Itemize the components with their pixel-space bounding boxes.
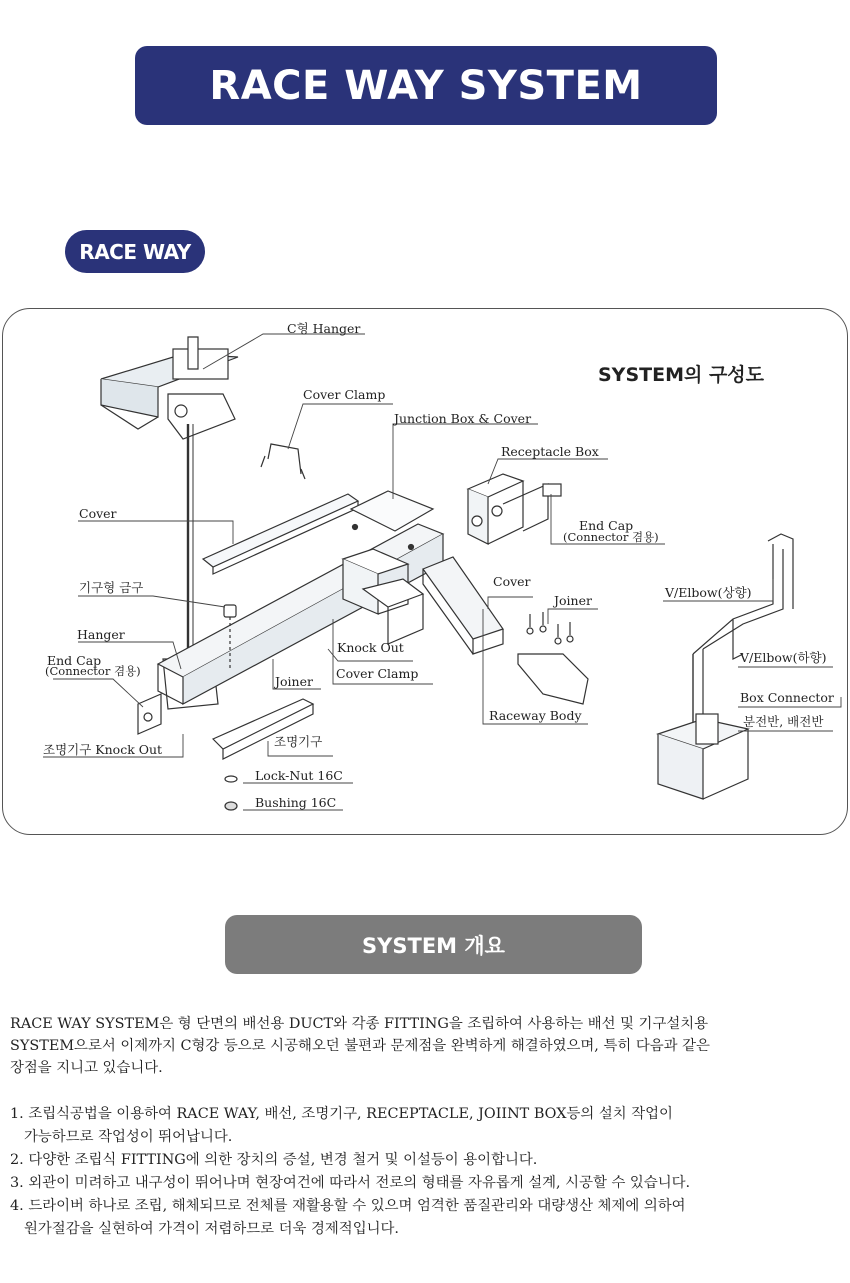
label-bushing: Bushing 16C: [255, 795, 337, 810]
overview-title: SYSTEM 개요: [362, 933, 505, 958]
list-item-text: 드라이버 하나로 조립, 해체되므로 전체를 재활용할 수 있으며 엄격한 품질관리와 대량생산 체제에 의하여: [28, 1198, 686, 1214]
label-cover-clamp-top: Cover Clamp: [303, 387, 386, 402]
raceway-section-label: RACE WAY: [79, 239, 191, 264]
label-fixture-fitting: 기구형 금구: [79, 580, 144, 595]
label-light-knock-out: 조명기구 Knock Out: [43, 742, 163, 757]
label-hanger: Hanger: [77, 627, 125, 642]
label-end-cap-right-2: (Connector 겸용): [563, 530, 659, 544]
diagram-heading: SYSTEM의 구성도: [598, 364, 765, 386]
label-c-hanger: C형 Hanger: [287, 321, 361, 336]
label-v-elbow-up: V/Elbow(상향): [665, 585, 752, 600]
label-cover-clamp-mid: Cover Clamp: [336, 666, 419, 681]
list-item: [10, 1149, 846, 1172]
list-item: [10, 1195, 846, 1241]
list-item-text: 외관이 미려하고 내구성이 뛰어나며 현장여건에 따라서 전로의 형태를 자유롭게 설계, 시공할 수 있습니다.: [28, 1175, 691, 1191]
list-item-continuation: 가능하므로 작업성이 뛰어납니다.: [24, 1129, 233, 1145]
overview-intro: [10, 1013, 846, 1079]
page-title: RACE WAY SYSTEM: [209, 62, 643, 109]
list-item: [10, 1103, 846, 1149]
raceway-section-pill: [65, 230, 205, 273]
list-item-number: 2.: [10, 1152, 24, 1168]
label-end-cap-right-1: End Cap: [579, 518, 634, 533]
label-box-connector: Box Connector: [740, 690, 834, 705]
label-v-elbow-down: V/Elbow(하향): [740, 650, 827, 665]
overview-intro-line: RACE WAY SYSTEM은 형 단면의 배선용 DUCT와 각종 FITTING을 조립하여 사용하는 배선 및 기구설치용: [10, 1016, 709, 1032]
overview-text: [10, 1013, 846, 1241]
label-cover-mid: Cover: [493, 574, 531, 589]
overview-intro-line: SYSTEM으로서 이제까지 C형강 등으로 시공해오던 불편과 문제점을 완벽하게 해결하였으며, 특히 다음과 같은: [10, 1038, 710, 1054]
label-raceway-body: Raceway Body: [489, 708, 582, 723]
overview-list: [10, 1103, 846, 1241]
list-item-text: 다양한 조립식 FITTING에 의한 장치의 증설, 변경 철거 및 이설등이 용이합니다.: [28, 1152, 538, 1168]
label-light-fixture: 조명기구: [274, 734, 323, 749]
system-diagram: [2, 308, 848, 835]
label-receptacle-box: Receptacle Box: [501, 444, 599, 459]
label-joiner-mid: Joiner: [275, 674, 313, 689]
title-banner: [135, 46, 717, 125]
label-cover-left: Cover: [79, 506, 117, 521]
list-item-continuation: 원가절감을 실현하여 가격이 저렴하므로 더욱 경제적입니다.: [24, 1221, 399, 1237]
label-knock-out: Knock Out: [337, 640, 404, 655]
label-lock-nut: Lock-Nut 16C: [255, 768, 343, 783]
label-junction-box: Junction Box & Cover: [394, 411, 532, 426]
list-item-text: 조립식공법을 이용하여 RACE WAY, 배선, 조명기구, RECEPTACLE, JOIINT BOX등의 설치 작업이: [28, 1106, 673, 1122]
overview-intro-line: 장점을 지니고 있습니다.: [10, 1060, 163, 1076]
system-diagram-svg: [3, 309, 849, 836]
list-item-number: 3.: [10, 1175, 24, 1191]
label-joiner-right: Joiner: [554, 593, 592, 608]
list-item-number: 4.: [10, 1198, 24, 1214]
label-panel-board: 분전반, 배전반: [743, 714, 824, 729]
label-end-cap-left-1: End Cap: [47, 653, 102, 668]
overview-banner: [225, 915, 642, 974]
label-end-cap-left-2: (Connector 겸용): [45, 664, 141, 678]
list-item: [10, 1172, 846, 1195]
list-item-number: 1.: [10, 1106, 24, 1122]
